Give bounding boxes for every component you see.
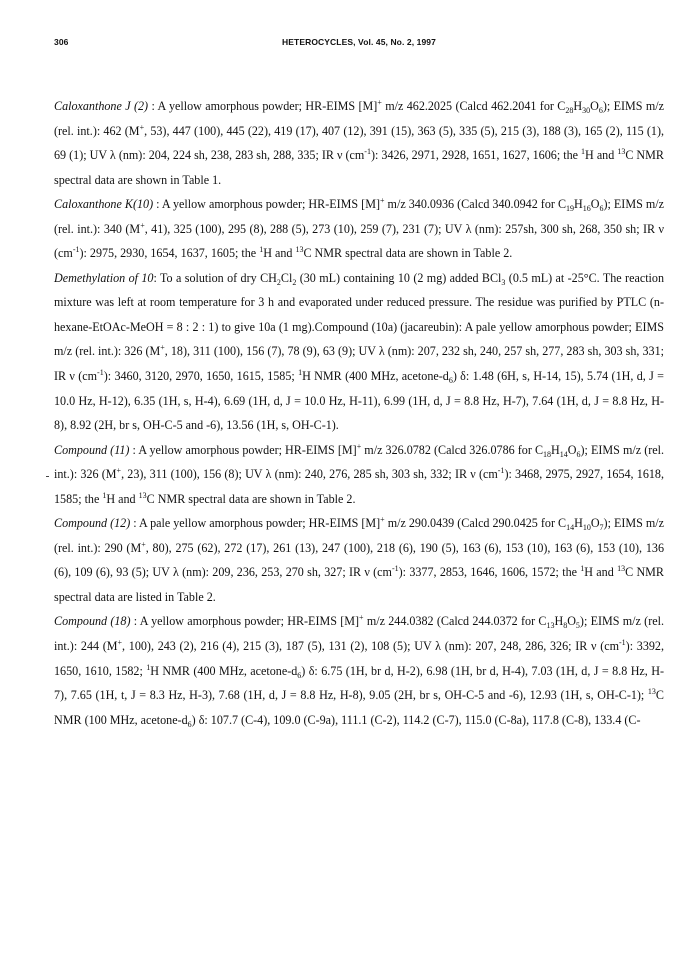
section-title: Demethylation of 10 [54,270,154,285]
paragraph-compound-12: Compound (12) : A pale yellow amorphous powder; HR-EIMS [M]+ m/z 290.0439 (Calcd 290.0425 for $C_{14}H_{10}O_7$); EIMS m/z (rel. int.): 290 (M+, 80), 275 (62), 272 (17), 261 (13), 247 (100), 218 (6), 190 (5), 163 (6), 153 (10), 163 (6), 153 (10), 136 (6), 109 (6), 93 (5); UV λ (nm): 209, 236, 253, 270 sh, 327; IR ν $(cm^{-1})$: 3377, 2853, 1646, 1606, 1572; the $^1$H and $^{13}$C NMR spectral data are listed in Table 2. [54,515,665,604]
paragraph-caloxanthone-j: Caloxanthone J (2) : A yellow amorphous powder; HR-EIMS [M]+ m/z 462.2025 (Calcd 462.2041 for $C_{28}H_{30}O_6$); EIMS m/z (rel. int.): 462 (M+, 53), 447 (100), 445 (22), 419 (17), 407 (12), 391 (15), 363 (5), 335 (5), 215 (3), 188 (3), 165 (2), 115 (1), 69 (1); UV λ (nm): 204, 224 sh, 238, 283 sh, 288, 335; IR ν $(cm^{-1})$: 3426, 2971, 2928, 1651, 1627, 1606; the $^1$H and $^{13}$C NMR spectral data are shown in Table 1. [54,98,664,187]
paragraph-compound-11: Compound (11) : A yellow amorphous powder; HR-EIMS [M]+ m/z 326.0782 (Calcd 326.0786 for $C_{18}H_{14}O_6$); EIMS m/z (rel. int.): 326 (M+, 23), 311 (100), 156 (8); UV λ (nm): 240, 276, 285 sh, 303 sh, 332; IR ν $(cm^{-1})$: 3468, 2975, 2927, 1654, 1618, 1585; the $^1$H and $^{13}$C NMR spectral data are shown in Table 2. [54,441,665,506]
compound-title: Caloxanthone J (2) [54,99,149,113]
compound-title: Compound (11) [54,442,130,457]
paragraph-demethylation: Demethylation of 10: To a solution of dry $CH_2Cl_2$ (30 mL) containing 10 (2 mg) added BCl$_3$ (0.5 mL) at -25°C. The reaction mixture was left at room temperature for 3 h and evaporated under reduced pressure. The residue was purified by PTLC (n-hexane-EtOAc-MeOH = 8 : 2 : 1) to give 10a (1 mg).Compound (10a) (jacareubin): A pale yellow amorphous powder; EIMS m/z (rel. int.): 326 (M+, 18), 311 (100), 156 (7), 78 (9), 63 (9); UV λ (nm): 207, 232 sh, 240, 257 sh, 277, 283 sh, 303 sh, 331; IR ν $(cm^{-1})$: 3460, 3120, 2970, 1650, 1615, 1585; $^1$H NMR (400 MHz, acetone-$d_6$) δ: 1.48 (6H, s, H-14, 15), 5.74 (1H, d, J = 10.0 Hz, H-12), 6.35 (1H, s, H-4), 6.69 (1H, d, J = 10.0 Hz, H-11), 6.99 (1H, d, J = 8.8 Hz, H-7), 7.64 (1H, d, J = 8.8 Hz, H-8), 8.92 (2H, br s, OH-C-5 and -6), 13.56 (1H, s, OH-C-1). [54,270,665,433]
page-number: 306 [54,37,69,47]
compound-title: Compound (12) [54,516,131,531]
body-text [54,94,664,732]
compound-title: Compound (18) [54,614,131,629]
compound-title: Caloxanthone K(10) [54,197,154,212]
running-header [54,37,664,51]
margin-mark [46,476,49,477]
journal-citation: HETEROCYCLES, Vol. 45, No. 2, 1997 [282,37,436,47]
paragraph-compound-18: Compound (18) : A yellow amorphous powder; HR-EIMS [M]+ m/z 244.0382 (Calcd 244.0372 for $C_{13}H_8O_5$); EIMS m/z (rel. int.): 244 (M+, 100), 243 (2), 216 (4), 215 (3), 187 (5), 131 (2), 108 (5); UV λ (nm): 207, 248, 286, 326; IR ν $(cm^{-1})$: 3392, 1650, 1610, 1582; $^1$H NMR (400 MHz, acetone-$d_6$) δ: 6.75 (1H, br d, H-2), 6.98 (1H, br d, H-4), 7.03 (1H, d, J = 8.8 Hz, H-7), 7.65 (1H, t, J = 8.3 Hz, H-3), 7.68 (1H, d, J = 8.8 Hz, H-8), 9.05 (2H, br s, OH-C-5 and -6), 12.93 (1H, s, OH-C-1); $^{13}$C NMR (100 MHz, acetone-$d_6$) δ: 107.7 (C-4), 109.0 (C-9a), 111.1 (C-2), 114.2 (C-7), 115.0 (C-8a), 117.8 (C-8), 133.4 (C- [54,613,664,729]
paragraph-caloxanthone-k: Caloxanthone K(10) : A yellow amorphous powder; HR-EIMS [M]+ m/z 340.0936 (Calcd 340.0942 for $C_{19}H_{16}O_6$); EIMS m/z (rel. int.): 340 (M+, 41), 325 (100), 295 (8), 288 (5), 273 (10), 259 (7), 231 (7); UV λ (nm): 257sh, 300 sh, 268, 350 sh; IR ν $(cm^{-1})$: 2975, 2930, 1654, 1637, 1605; the $^1$H and $^{13}$C NMR spectral data are shown in Table 2. [54,196,664,261]
